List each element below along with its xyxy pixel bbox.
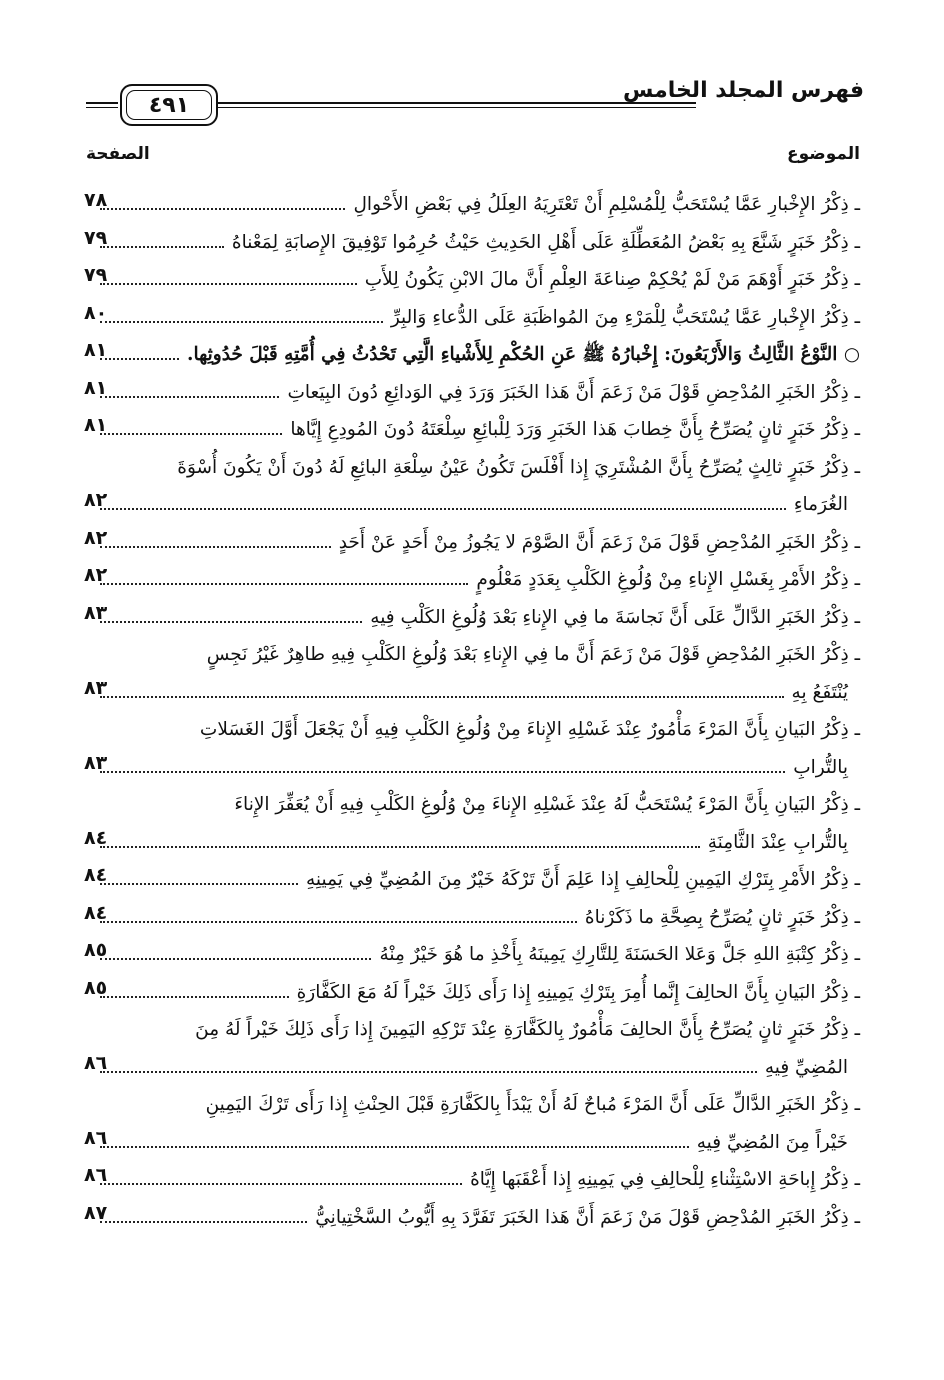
entry-line — [84, 824, 860, 862]
section-heading-entry — [84, 336, 860, 374]
entry-page-number: ٨٠ — [84, 301, 108, 324]
header-rule-left — [86, 102, 118, 108]
entry-text: ـ ذِكْرُ الإِخْبارِ عَمَّا يُسْتَحَبُّ لِلْمَرْءِ مِنَ المُواظَبَةِ عَلَى الدُّعاءِ وَالبِرِّ — [390, 306, 860, 328]
index-entries — [84, 186, 860, 1236]
entry-text: ـ ذِكْرُ خَبَرٍ ثانٍ يُصَرِّحُ بِأَنَّ خِطابَ هَذا الخَبَرِ وَرَدَ لِلْبائِعِ سِلْعَتَهُ دُونَ المُودِعِ إِيَّاها — [290, 419, 860, 440]
running-title: فهرس المجلد الخامس — [622, 78, 864, 103]
entry-text: ـ ذِكْرُ خَبَرٍ ثالِثٍ يُصَرِّحُ بِأَنَّ المُشْتَرِيَ إِذا أَفْلَسَ تَكُونُ عَيْنُ سِلْعَةِ البائِعِ لَهُ دُونَ أَنْ يَكُونَ أُسْوَةَ — [177, 456, 860, 478]
entry-text: ـ ذِكْرُ الأَمْرِ بِتَرْكِ اليَمِينِ لِلْحالِفِ إِذا عَلِمَ أَنَّ تَرْكَهُ خَيْرٌ مِنَ المُضِيِّ فِي يَمِينِهِ — [306, 869, 860, 890]
entry-line — [84, 524, 860, 562]
entry-text: ـ ذِكْرُ خَبَرٍ أَوْهَمَ مَنْ لَمْ يُحْكِمْ صِناعَةَ العِلْمِ أَنَّ مالَ الابْنِ يَكُونُ لِلأَبِ — [364, 269, 860, 290]
entry-line — [84, 899, 860, 937]
dot-leader — [100, 946, 371, 960]
entry-page-number: ٨٧ — [84, 1201, 108, 1224]
dot-leader — [100, 309, 383, 323]
entry-page-number: ٨٤ — [84, 901, 108, 924]
index-entry — [84, 524, 860, 562]
entry-line — [84, 186, 860, 224]
index-entry — [84, 936, 860, 974]
dot-leader — [100, 909, 577, 923]
entry-text: ـ ذِكْرُ الخَبَرِ المُدْحِضِ قَوْلَ مَنْ زَعَمَ أَنَّ هَذا الخَبَرَ وَرَدَ فِي الوَدائِعِ دُونَ البِيَعاتِ — [287, 381, 860, 403]
entry-text: ـ ذِكْرُ خَبَرٍ ثانٍ يُصَرِّحُ بِصِحَّةِ ما ذَكَرْناهُ — [584, 906, 860, 928]
entry-line — [84, 336, 860, 374]
entry-text: ـ ذِكْرُ الإِخْبارِ عَمَّا يُسْتَحَبُّ لِلْمُسْلِمِ أَنْ تَعْتَرِيَهُ العِلَلُ فِي بَعْضِ الأَحْوالِ — [353, 194, 860, 215]
entry-text: ـ ذِكْرُ الخَبَرِ المُدْحِضِ قَوْلَ مَنْ زَعَمَ أَنَّ هَذا الخَبَرَ تَفَرَّدَ بِهِ أَيُّوبُ السَّخْتِيانِيُّ — [315, 1206, 860, 1228]
entry-line — [84, 486, 860, 524]
index-entry — [84, 1011, 860, 1086]
entry-line — [84, 1199, 860, 1237]
entry-line — [84, 749, 860, 787]
entry-line — [84, 599, 860, 637]
index-entry — [84, 186, 860, 224]
dot-leader — [100, 1171, 462, 1185]
entry-text: الغُرَماءِ — [793, 494, 848, 515]
entry-text: ـ ذِكْرُ الخَبَرِ المُدْحِضِ قَوْلَ مَنْ زَعَمَ أَنَّ الصَّوْمَ لا يَجُوزُ مِنْ أَحَدٍ عَنْ أَحَدٍ — [338, 531, 860, 553]
dot-leader — [100, 834, 700, 848]
index-entry — [84, 899, 860, 937]
page-column-heading: الصفحة — [86, 144, 150, 164]
entry-text: المُضِيِّ فِيهِ — [764, 1056, 848, 1078]
entry-line — [84, 299, 860, 337]
entry-line — [84, 1086, 860, 1124]
entry-line — [84, 261, 860, 299]
entry-page-number: ٨٣ — [84, 751, 108, 774]
dot-leader — [100, 871, 298, 885]
entry-page-number: ٨١ — [84, 376, 108, 399]
entry-page-number: ٨٢ — [84, 564, 108, 586]
page-number-box — [120, 84, 218, 126]
entry-page-number: ٨٦ — [84, 1051, 108, 1074]
entry-line — [84, 561, 860, 599]
entry-page-number: ٨٤ — [84, 826, 108, 849]
entry-page-number: ٨٤ — [84, 864, 108, 886]
entry-line — [84, 861, 860, 899]
index-entry — [84, 561, 860, 599]
entry-line — [84, 636, 860, 674]
index-entry — [84, 599, 860, 637]
index-entry — [84, 1161, 860, 1199]
dot-leader — [100, 984, 289, 998]
dot-leader — [100, 421, 282, 435]
dot-leader — [100, 1134, 689, 1148]
entry-page-number: ٧٩ — [84, 226, 108, 249]
entry-text: ـ ذِكْرُ خَبَرٍ شَنَّعَ بِهِ بَعْضُ المُعَطِّلَةِ عَلَى أَهْلِ الحَدِيثِ حَيْثُ حُرِمُوا تَوْفِيقَ الإِصابَةِ لِمَعْناهُ — [231, 231, 860, 253]
index-entry — [84, 861, 860, 899]
index-entry — [84, 636, 860, 711]
entry-text: بِالتُّرابِ عِنْدَ الثَّامِنَةِ — [707, 831, 848, 853]
entry-line — [84, 449, 860, 487]
dot-leader — [100, 759, 785, 773]
entry-text: ○ النَّوْعُ الثَّالِثُ وَالأَرْبَعُونَ: إِخْبارُهُ ﷺ عَنِ الحُكْمِ لِلأَشْياءِ الَّتِي تَحْدُثُ فِي أُمَّتِهِ قَبْلَ حُدُوثِها. — [187, 344, 860, 365]
entry-page-number: ٨٥ — [84, 939, 108, 961]
entry-text: ـ ذِكْرُ الأَمْرِ بِغَسْلِ الإِناءِ مِنْ وُلُوغِ الكَلْبِ بِعَدَدٍ مَعْلُومٍ — [476, 569, 860, 590]
entry-line — [84, 1011, 860, 1049]
entry-line — [84, 1124, 860, 1162]
dot-leader — [100, 196, 345, 210]
entry-line — [84, 974, 860, 1012]
index-entry — [84, 1086, 860, 1161]
header-rule — [218, 102, 696, 108]
entry-line — [84, 936, 860, 974]
dot-leader — [100, 609, 362, 623]
entry-line — [84, 1161, 860, 1199]
dot-leader — [100, 1059, 757, 1073]
index-entry — [84, 299, 860, 337]
entry-line — [84, 224, 860, 262]
entry-page-number: ٨٢ — [84, 489, 108, 511]
index-entry — [84, 374, 860, 412]
entry-page-number: ٨٣ — [84, 601, 108, 624]
index-entry — [84, 974, 860, 1012]
dot-leader — [100, 534, 331, 548]
index-entry — [84, 1199, 860, 1237]
entry-page-number: ٨١ — [84, 414, 108, 436]
dot-leader — [100, 271, 357, 285]
dot-leader — [100, 496, 786, 510]
entry-text: ـ ذِكْرُ البَيانِ بِأَنَّ الحالِفَ إِنَّما أُمِرَ بِتَرْكِ يَمِينِهِ إِذا رَأَى ذَلِكَ خَيْراً لَهُ مَعَ الكَفَّارَةِ — [296, 981, 860, 1003]
entry-text: ـ ذِكْرُ الخَبَرِ الدَّالِّ عَلَى أَنَّ نَجاسَةَ ما فِي الإِناءِ بَعْدَ وُلُوغِ الكَلْبِ فِيهِ — [370, 606, 860, 628]
index-entry — [84, 449, 860, 524]
index-entry — [84, 786, 860, 861]
entry-page-number: ٨٥ — [84, 976, 108, 999]
entry-text: ـ ذِكْرُ الخَبَرِ المُدْحِضِ قَوْلَ مَنْ زَعَمَ أَنَّ ما فِي الإِناءِ بَعْدَ وُلُوغِ الكَلْبِ فِيهِ طاهِرٌ غَيْرُ نَجِسٍ — [206, 644, 860, 665]
entry-text: ـ ذِكْرُ الخَبَرِ الدَّالِّ عَلَى أَنَّ المَرْءَ مُباحٌ لَهُ أَنْ يَبْدَأَ بِالكَفَّارَةِ قَبْلَ الحِنْثِ إِذا رَأَى تَرْكَ اليَمِينِ — [205, 1094, 860, 1115]
entry-text: يُنْتَفَعُ بِهِ — [791, 681, 848, 703]
index-entry — [84, 711, 860, 786]
index-entry — [84, 261, 860, 299]
index-entry — [84, 224, 860, 262]
dot-leader — [100, 1209, 307, 1223]
entry-text: ـ ذِكْرُ إِباحَةِ الاسْتِثْناءِ لِلْحالِفِ فِي يَمِينِهِ إِذا أَعْقَبَها إِيَّاهُ — [470, 1169, 860, 1190]
dot-leader — [100, 234, 224, 248]
entry-text: ـ ذِكْرُ خَبَرٍ ثانٍ يُصَرِّحُ بِأَنَّ الحالِفَ مَأْمُورٌ بِالكَفَّارَةِ عِنْدَ تَرْكِهِ اليَمِينَ إِذا رَأَى ذَلِكَ خَيْراً لَهُ مِنَ — [195, 1019, 860, 1040]
entry-page-number: ٧٨ — [84, 189, 108, 211]
entry-text: بِالتُّرابِ — [793, 756, 848, 778]
entry-page-number: ٧٩ — [84, 264, 108, 286]
entry-text: ـ ذِكْرُ البَيانِ بِأَنَّ المَرْءَ مَأْمُورٌ عِنْدَ غَسْلِهِ الإِناءَ مِنْ وُلُوغِ الكَلْبِ فِيهِ أَنْ يَجْعَلَ أَوَّلَ الغَسَلاتِ — [199, 719, 860, 740]
entry-line — [84, 786, 860, 824]
entry-text: ـ ذِكْرُ كِتْبَةِ اللهِ جَلَّ وَعَلا الحَسَنَةَ لِلتَّارِكِ يَمِينَهُ بِأَخْذِ ما هُوَ خَيْرٌ مِنْهُ — [379, 944, 860, 965]
entry-line — [84, 674, 860, 712]
entry-line — [84, 1049, 860, 1087]
entry-page-number: ٨٦ — [84, 1126, 108, 1149]
page-number: ٤٩١ — [126, 90, 212, 120]
entry-page-number: ٨٦ — [84, 1164, 108, 1186]
entry-text: ـ ذِكْرُ البَيانِ بِأَنَّ المَرْءَ يُسْتَحَبُّ لَهُ عِنْدَ غَسْلِهِ الإِناءَ مِنْ وُلُوغِ الكَلْبِ فِيهِ أَنْ يُعَفِّرَ الإِناءَ — [234, 794, 860, 815]
dot-leader — [100, 384, 279, 398]
dot-leader — [100, 346, 179, 360]
entry-text: خَيْراً مِنَ المُضِيِّ فِيهِ — [696, 1131, 848, 1153]
subject-column-heading: الموضوع — [787, 144, 860, 164]
entry-line — [84, 374, 860, 412]
entry-page-number: ٨١ — [84, 339, 108, 361]
index-entry — [84, 411, 860, 449]
dot-leader — [100, 571, 468, 585]
entry-line — [84, 411, 860, 449]
entry-line — [84, 711, 860, 749]
entry-page-number: ٨٣ — [84, 676, 108, 699]
page-header — [84, 74, 864, 124]
entry-page-number: ٨٢ — [84, 526, 108, 549]
dot-leader — [100, 684, 784, 698]
